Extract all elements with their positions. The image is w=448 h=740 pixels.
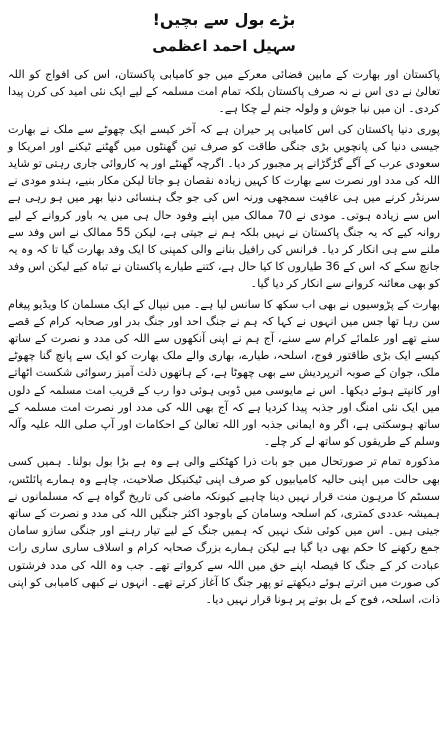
article-body [8, 66, 440, 608]
paragraph: پاکستان اور بھارت کے مابین فضائی معرکے میں جو کامیابی پاکستان، اس کی افواج کو اللہ تعالیٰ نے دی اس نے نہ صرف پاکستان بلکہ تمام امت مسلمہ کے لیے ایک نئی امید کی کرن پیدا کردی۔ ان میں نیا جوش و ولولہ جنم لے چکا ہے۔ [8, 68, 440, 116]
paragraph: پوری دنیا پاکستان کی اس کامیابی پر حیران ہے کہ آخر کیسے ایک چھوٹے سے ملک نے بھارت جیسی دنیا کی پانچویں بڑی جنگی طاقت کو صرف تین گھنٹوں میں گھٹنے ٹیکنے اور امریکا و سعودی عرب کے آگے گڑگڑانے پر مجبور کر دیا۔ اگرچہ گھنٹے اور یہ کاروائی جاری رہتی تو شاید اللہ کی مدد اور نصرت سے بھارت کا کہیں زیادہ نقصان ہو جاتا لیکن مکار بنیے، ہندو مودی نے سرنڈر کرنے میں ہی عافیت سمجھی ورنہ اس کی جو جگ ہنسائی دنیا بھر میں ہو رہی ہے اس سے زیادہ ہوتی۔ مودی نے 70 ممالک میں اپنے وفود حال ہی میں یہ باور کروانے کے لیے روانہ کیے کہ یہ جنگ پاکستان نے نہیں بلکہ ہم نے جیتی ہے، لیکن 55 ممالک نے اس وفد سے ملنے سے ہی انکار کر دیا۔ فرانس کی رافیل بنانے والی کمپنی کا ایک وفد بھارت گیا تا کہ وہ یہ جانچ سکے کہ اس کے 36 طیاروں کا کیا حال ہے، کتنے طیارے پاکستان نے تباہ کیے لیکن اس وفد کو بھی معائنہ کروانے سے انکار کر دیا گیا۔ [8, 122, 440, 291]
author-byline: سہیل احمد اعظمی [152, 37, 296, 55]
paragraph: مذکورہ تمام تر صورتحال میں جو بات ذرا کھٹکنے والی ہے وہ ہے بڑا بول بولنا۔ ہمیں کسی بھی حالت میں اپنی حالیہ کامیابیوں کو صرف اپنی ٹیکنیکل صلاحیت، چاہے وہ ہمارے پائلٹس، سسٹم کا مرہون منت قرار نہیں دینا چاہیے کیونکہ ماضی کی تاریخ گواہ ہے کہ مسلمانوں نے ہمیشہ عددی کمتری، کم اسلحہ وسامان کے باوجود اکثر جنگیں اللہ کی مدد و نصرت کے ساتھ جیتی ہیں۔ اس میں کوئی شک نہیں کہ ہمیں جنگ کے لیے تیار رہنے اور جنگی سازو سامان جمع رکھنے کا حکم بھی دیا گیا ہے لیکن ہمارے بزرگ صحابہ کرام و اسلاف ساری ساری رات عبادت کر کے جنگ کا فیصلہ اپنے حق میں اللہ سے کرواتے تھے۔ جب وہ اللہ کی مدد فرشتوں کی صورت میں اترتے ہوئے دیکھتے تو پھر جنگ کا آغاز کرتے تھے۔ انہوں نے کبھی کامیابی کو اپنی ذات، اسلحہ، فوج کے بل بوتے پر ہونا قرار نہیں دیا۔ [8, 455, 440, 607]
article-title: بڑے بول سے بچیں! [152, 10, 296, 29]
paragraph: بھارت کے پڑوسیوں نے بھی اب سکھ کا سانس لیا ہے۔ میں نیپال کے ایک مسلمان کا ویڈیو پیغام سن رہا تھا جس میں انہوں نے کہا کہ ہم نے جنگ احد اور جنگ بدر اور صحابہ کرام کے قصے سنے تھے اور علمائے کرام سے سنے، آج ہم نے اپنی آنکھوں سے اللہ کی مدد و نصرت کے ساتھ کیسے ایک بڑی طاقتور فوج، اسلحہ، طیارے، بھاری والے ملک بھارت کو ایک سے پانچ گنا چھوٹے ملک، جوان کے صوبہ اترپردیش سے بھی چھوٹا ہے، کے ہاتھوں ذلت آمیز رسوائی شکست اٹھاتے اور کانپتے ہوئے دیکھا۔ اس نے مایوسی میں ڈوبی ہوئی دوا رب کے قریب امت مسلمہ کے دلوں میں ایک نئی امنگ اور جذبہ پیدا کردیا ہے کہ آج بھی اللہ کی مدد اور نصرت امت مسلمہ کے ساتھ ہوسکتی ہے، اگر وہ ایمانی جذبہ اور اللہ تعالیٰ کے احکامات اور آپ صلی اللہ علیہ وآلہ وسلم کے طریقوں کو ساتھ لے کر چلے۔ [8, 297, 440, 449]
